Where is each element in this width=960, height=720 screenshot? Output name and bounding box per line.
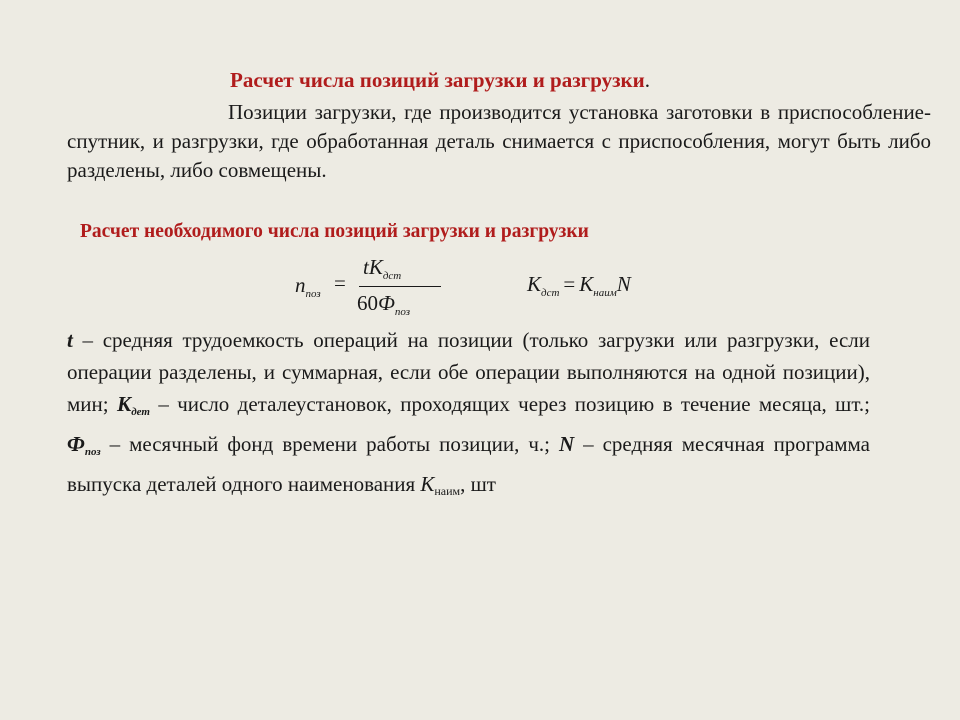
def-kn-subscript: наим bbox=[434, 484, 461, 498]
def-k-subscript: дет bbox=[131, 406, 150, 418]
formula-equals: = bbox=[334, 271, 346, 295]
formula-kdst bbox=[527, 272, 631, 299]
fraction-bar bbox=[359, 286, 441, 287]
formula-lhs bbox=[295, 273, 321, 300]
formula2-lhs-subscript: дст bbox=[541, 287, 560, 299]
formula-denominator bbox=[357, 291, 410, 318]
def-n-symbol: N bbox=[558, 432, 575, 456]
denominator-subscript: поз bbox=[394, 306, 411, 318]
def-f-symbol: Ф bbox=[67, 432, 85, 456]
denominator-symbol: Ф bbox=[378, 291, 395, 315]
formula-lhs-subscript: поз bbox=[305, 288, 321, 300]
numerator-symbol: tK bbox=[363, 255, 383, 279]
formula2-rhs-tail: N bbox=[616, 272, 631, 296]
subsection-heading: Расчет необходимого числа позиций загрузки и разгрузки bbox=[80, 221, 589, 242]
def-kn-text: , шт bbox=[460, 472, 496, 496]
def-n-text: – средняя месячная программа выпуска деталей одного наименования bbox=[67, 432, 870, 496]
def-t-symbol: t bbox=[67, 328, 73, 352]
def-k-symbol: К bbox=[116, 392, 132, 416]
def-f-subscript: поз bbox=[84, 446, 101, 458]
heading-text: Расчет числа позиций загрузки и разгрузки bbox=[230, 68, 645, 92]
definitions-paragraph bbox=[67, 324, 870, 507]
section-heading bbox=[230, 68, 650, 93]
denominator-coefficient: 60 bbox=[357, 291, 378, 315]
intro-paragraph: Позиции загрузки, где производится установка заготовки в приспособление-спутник, и разгрузки, где обработанная деталь снимается с приспособления, могут быть либо разделены, либо совмещены. bbox=[67, 100, 931, 182]
formula2-rhs: K bbox=[579, 272, 594, 296]
formula2-equals: = bbox=[563, 272, 576, 296]
formula2-lhs: K bbox=[527, 272, 542, 296]
formula-lhs-symbol: n bbox=[295, 273, 306, 297]
formula-numerator bbox=[363, 255, 401, 282]
def-t-text: – средняя трудоемкость операций на позиции (только загрузки или разгрузки, если операции разделены, и суммарная, если обе операции выполняются на одной позиции), мин; bbox=[67, 328, 870, 416]
formula2-rhs-subscript: наим bbox=[593, 287, 617, 299]
numerator-subscript: дст bbox=[382, 270, 402, 282]
def-f-text: – месячный фонд времени работы позиции, ч.; bbox=[100, 432, 559, 456]
heading-period: . bbox=[644, 68, 650, 92]
def-k-text: – число деталеустановок, проходящих через позицию в течение месяца, шт.; bbox=[149, 392, 870, 416]
def-kn-symbol: К bbox=[420, 472, 435, 496]
